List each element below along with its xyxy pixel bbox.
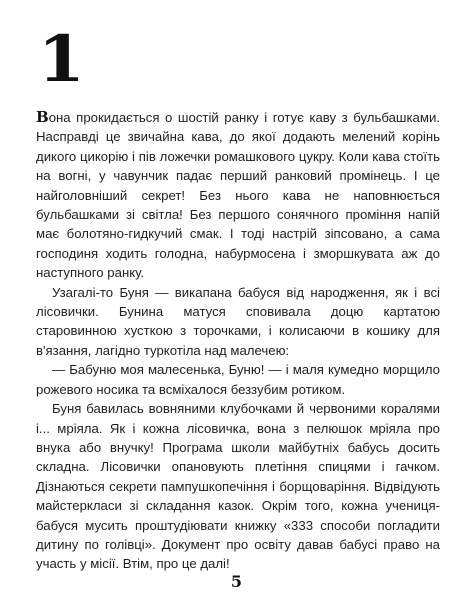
chapter-number: 1: [38, 22, 83, 97]
paragraph-1-text: она прокидається о шостій ранку і готує каву з бульбашками. Насправді це звичайна кава, до якої додають мелений корінь дикого цикорію і пів ложечки ромашкового цукру. Коли кава стоїть на вогні, у чавунчик падає перший ранковий промінець. І це найголовніший секрет! Без нього кава не наповнюється бульбашками зі світла! Без першого сонячного проміння напій має болотяно-гидкучий смак. І тоді настрій зіпсовано, а сама господиня ходить голодна, набурмосена і зморшкувата аж до наступного ранку.: [36, 110, 440, 281]
paragraph-1: [36, 108, 440, 283]
page-number: 5: [230, 572, 243, 591]
drop-initial: В: [36, 108, 49, 126]
paragraph-3: — Бабуню моя малесенька, Буню! — і маля кумедно морщило рожевого носика та всміхалося беззубим ротиком.: [36, 362, 440, 397]
paragraph-4: Буня бавилась вовняними клубочками й червоними коралями і... мріяла. Як і кожна лісовичка, вона з пелюшок мріяла про внука або внучку! Програма школи майбутніх бабусь досить складна. Лісовички опановують плетіння спицями і гачком. Дізнаються секрети пампушкопечіння і борщоваріння. Відвідують майстеркласи зі складання казок. Окрім того, кожна учениця-бабуся мусить проштудіювати книжку «333 способи погладити дитину по голівці». Документ про освіту давав бабусі право на участь у місії. Втім, про це далі!: [36, 401, 440, 572]
paragraph-2: Узагалі-то Буня — викапана бабуся від народження, як і всі лісовички. Бунина матуся сповивала доцю картатою старовинною хусткою з торочками, і колисаючи в кошику для в'язання, лагідно туркотіла над малечею:: [36, 284, 440, 358]
chapter-text: [36, 108, 440, 574]
